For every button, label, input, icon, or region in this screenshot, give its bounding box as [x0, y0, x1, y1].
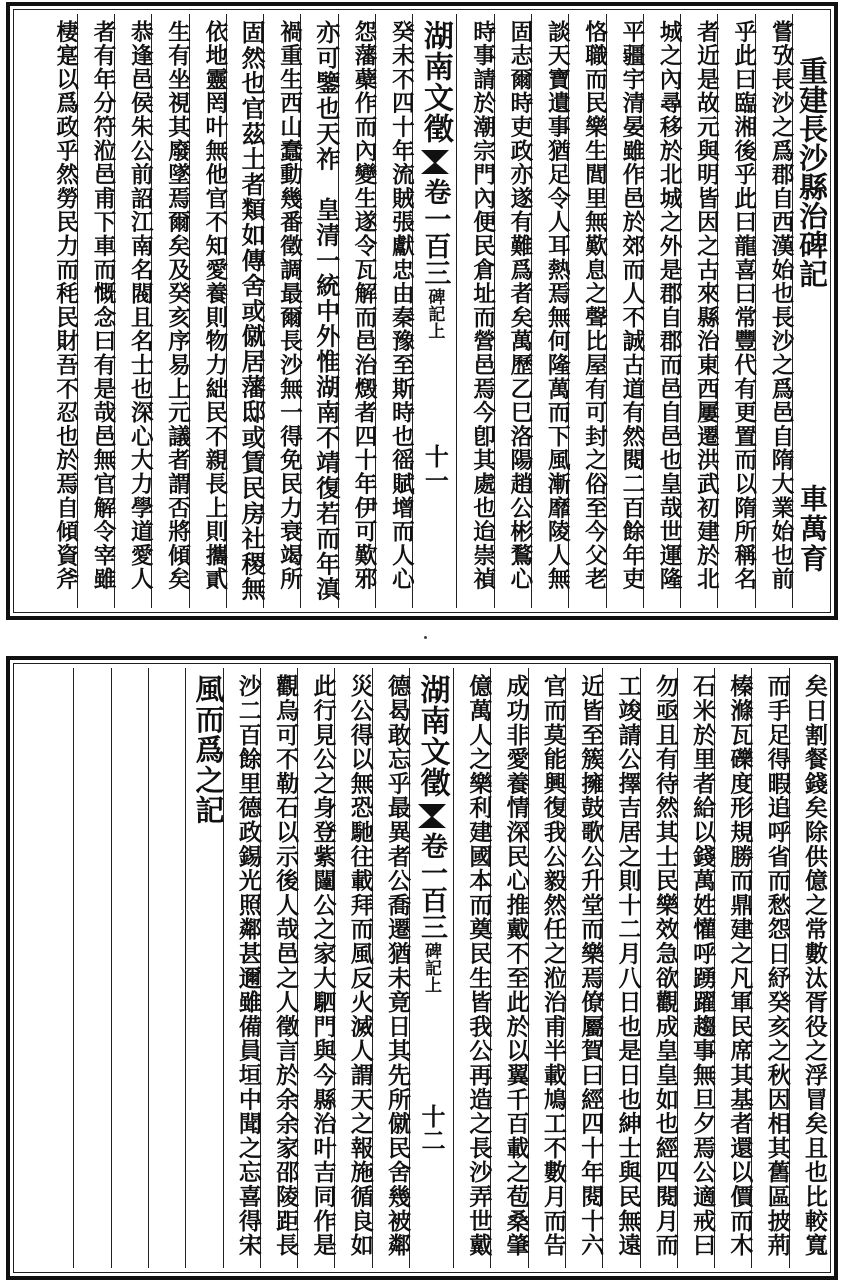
text-line: 而手足得暇追呼省而愁怨日紓癸亥之秋因相其舊區披荊	[763, 674, 791, 1258]
text-line: 者有年分符涖邑甫下車而慨念曰有是哉邑無官解令宰雖	[89, 20, 116, 592]
text-column	[77, 14, 114, 608]
text-column	[789, 668, 826, 1268]
page-1	[6, 2, 838, 620]
ink-dot	[424, 636, 427, 639]
page-2	[6, 656, 838, 1280]
text-column	[39, 14, 79, 608]
volume-label: 卷一百三	[416, 832, 448, 940]
text-column	[372, 668, 412, 1268]
text-column	[640, 668, 677, 1268]
page-number: 十二	[417, 1104, 447, 1152]
book-title: 湖南文徵	[414, 674, 450, 798]
text-column	[453, 668, 493, 1268]
fish-tail-icon	[418, 816, 446, 828]
text-column	[751, 668, 791, 1268]
text-column	[223, 668, 260, 1268]
author-name: 車萬育	[796, 484, 829, 574]
center-margin	[412, 14, 456, 608]
text-line: 矣日割餐錢矣除供億之常數汰胥役之浮冒矣且也比較寬	[801, 674, 828, 1258]
text-column	[338, 14, 378, 608]
text-line: 癸未不四十年流賊張獻忠由秦豫至斯時也徭賦增而人心	[388, 20, 415, 592]
text-column	[36, 668, 73, 1268]
text-line: 成功非愛養情深民心推戴不至此於以翼千百載之苞桑肇	[502, 674, 530, 1258]
text-line: 觀烏可不勒石以示後人哉邑之人徵言於余余家邵陵距長	[272, 674, 300, 1258]
text-column	[260, 668, 300, 1268]
text-line: 城之內尋移於北城之外是郡自郡而邑自邑也皇哉世運隆	[656, 20, 683, 592]
book-title: 湖南文徵	[417, 20, 453, 144]
text-column	[185, 668, 226, 1268]
volume-label: 卷一百三	[419, 178, 451, 286]
text-column	[531, 14, 571, 608]
text-line: 嘗攷長沙之爲郡自西漢始也長沙之爲邑自隋大業始也前	[768, 20, 794, 592]
text-column	[375, 14, 415, 608]
text-line: 億萬人之樂利建國本而奠民生皆我公再造之長沙弄世戴	[465, 674, 493, 1258]
text-column	[643, 14, 683, 608]
text-line: 榛滌瓦礫度形規勝而鼎建之凡軍民席其基者還以價而木	[726, 674, 754, 1258]
text-line: 怨藩蘗作而內變生遂令瓦解而邑治燬者四十年伊可歎邪	[351, 20, 378, 592]
text-column	[300, 14, 341, 608]
text-line: 此行見公之身登紫闥公之家大駟門與今縣治叶吉同作是	[309, 674, 337, 1258]
text-line: 恪職而民樂生閭里無歎息之聲比屋有可封之俗至今父老	[581, 20, 608, 592]
text-column	[755, 14, 792, 608]
text-line: 沙二百餘里德政錫光照鄰甚邇雖備員垣中聞之忘喜得宋	[234, 674, 262, 1258]
text-column	[151, 14, 191, 608]
text-line: 官而莫能興復我公毅然任之涖治甫半載鳩工不數月而告	[539, 674, 567, 1258]
text-column	[226, 14, 267, 608]
text-column	[334, 668, 374, 1268]
text-line: 恭逢邑侯朱公前詔江南名閥且名士也深心大力學道愛人	[127, 20, 154, 592]
text-columns	[18, 668, 826, 1268]
text-column	[792, 14, 829, 608]
text-line: 災公得以無恐馳往載拜而風反火滅人謂天之報施循良如	[346, 674, 374, 1258]
text-column	[114, 14, 154, 608]
text-line: 近皆至簇擁鼓歌公升堂而樂焉僚屬賀曰經四十年閱十六	[577, 674, 605, 1258]
text-line: 固志爾時吏政亦遂有難爲者矣萬歷乙巳洛陽趙公彬鶩心	[506, 20, 533, 592]
section-label: 碑記上	[424, 288, 445, 339]
text-column	[297, 668, 337, 1268]
text-column	[494, 14, 531, 608]
text-columns	[18, 14, 829, 608]
text-line: 風而爲之記	[191, 674, 226, 826]
text-column	[148, 668, 185, 1268]
text-line: 勿亟且有待然其士民樂效急欲觀成皇皇如也經四閱月而	[651, 674, 679, 1258]
text-column	[528, 668, 565, 1268]
text-column	[263, 14, 303, 608]
text-line: 德曷敢忘乎最異者公喬遷猶未竟日其先所僦民舍幾被鄰	[384, 674, 412, 1258]
text-line: 時事請於潮宗門內便民倉址而營邑焉今卽其處也迨崇禎	[469, 20, 496, 592]
text-line: 乎此曰臨湘後乎此曰龍喜曰常豐代有更置而以隋所稱名	[730, 20, 757, 592]
text-line: 亦可鑒也天祚 皇清一統中外惟湖南不靖復若而年滇	[311, 20, 341, 602]
text-line: 平疆宇清晏雖作邑於郊而人不誠古道有然閱二百餘年吏	[618, 20, 645, 592]
text-column	[606, 14, 643, 608]
text-column	[568, 14, 608, 608]
article-title: 重建長沙縣治碑記	[795, 56, 829, 288]
text-column	[602, 668, 642, 1268]
text-column	[714, 668, 754, 1268]
center-margin	[409, 668, 453, 1268]
text-column	[189, 14, 226, 608]
text-line: 禍重生西山蠢動幾番徵調最爾長沙無一得免民力衰竭所	[276, 20, 303, 592]
text-column	[73, 668, 110, 1268]
text-line: 依地靈罔叶無他官不知愛養則物力絀民不親長上則攜貳	[201, 20, 228, 592]
text-column	[490, 668, 530, 1268]
text-column	[677, 668, 717, 1268]
section-label: 碑記上	[421, 942, 442, 993]
text-line: 固然也官茲土者類如傳舍或僦居藩邸或賃民房社稷無	[237, 20, 267, 602]
text-line: 工竣請公擇吉居之則十二月八日也是日也紳士與民無遠	[614, 674, 642, 1258]
text-line: 石米於里者給以錢萬姓懽呼踴躍趨事無旦夕焉公適戒曰	[689, 674, 717, 1258]
text-line: 生有坐視其廢墜焉爾矣及癸亥序易上元議者謂否將傾矣	[164, 20, 191, 592]
text-line: 談天寶遺事猶足令人耳熱焉無何隆萬而下風漸靡陵人無	[544, 20, 571, 592]
fish-tail-icon	[421, 162, 449, 174]
page-number: 十一	[420, 444, 450, 492]
text-column	[111, 668, 148, 1268]
text-column	[456, 14, 496, 608]
text-line: 棲寔以爲政乎然勞民力而秏民財吾不忍也於焉自傾資斧	[52, 20, 79, 592]
text-line: 者近是故元與明皆因之古來縣治東西屢遷洪武初建於北	[693, 20, 720, 592]
text-column	[680, 14, 720, 608]
text-column	[717, 14, 757, 608]
text-column	[565, 668, 605, 1268]
